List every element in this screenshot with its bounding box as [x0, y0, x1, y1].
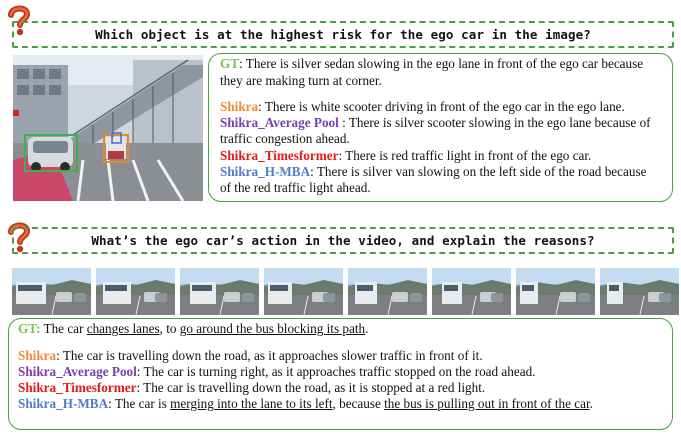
video-frame	[180, 268, 259, 315]
shikra-label: Shikra	[220, 99, 259, 114]
shikra-line	[18, 348, 483, 364]
gt-line	[18, 321, 368, 337]
question-text-2: What’s the ego car’s action in the video, and explain the reasons?	[91, 233, 595, 248]
timesformer-line	[220, 148, 591, 164]
average-pool-text: : The car is turning right, as it approaches traffic stopped on the road ahead.	[136, 364, 536, 379]
gt-underlined-action: changes lanes	[86, 321, 160, 336]
average-pool-line	[18, 364, 535, 380]
gt-label: GT:	[18, 321, 41, 336]
question-box-1	[12, 21, 674, 48]
timesformer-text: : There is red traffic light in front of the ego car.	[338, 148, 592, 163]
shikra-label: Shikra	[18, 348, 57, 363]
gt-label: GT	[220, 56, 240, 71]
gt-line-2: they are making turn at corner.	[220, 73, 382, 88]
gt-text: .	[365, 321, 369, 336]
average-pool-label: Shikra_Average Pool	[220, 115, 339, 130]
h-mba-line-2: of the red traffic light ahead.	[220, 180, 371, 195]
h-mba-text: : The car is	[108, 396, 171, 411]
shikra-line	[220, 99, 625, 115]
h-mba-text: : There is silver van slowing on the left side of the road because	[310, 164, 647, 179]
average-pool-line-1	[220, 115, 651, 131]
question-box-2	[12, 227, 674, 254]
gt-text: The car	[40, 321, 87, 336]
shikra-text: : There is white scooter driving in front of the ego car in the ego lane.	[258, 99, 625, 114]
timesformer-label: Shikra_Timesformer	[220, 148, 339, 163]
h-mba-line	[18, 396, 593, 412]
question-text-1: Which object is at the highest risk for the ego car in the image?	[95, 27, 591, 42]
timesformer-line	[18, 380, 485, 396]
road-scene-image	[13, 55, 203, 201]
h-mba-underlined-reason: the bus is pulling out in front of the car	[384, 396, 590, 411]
video-frame	[12, 268, 91, 315]
gt-text: : There is silver sedan slowing in the ego lane in front of the ego car because	[239, 56, 644, 71]
video-frame	[264, 268, 343, 315]
video-frame	[600, 268, 679, 315]
gt-line-1	[220, 56, 643, 72]
video-frame	[348, 268, 427, 315]
video-frame	[516, 268, 595, 315]
h-mba-label: Shikra_H-MBA	[220, 164, 311, 179]
timesformer-label: Shikra_Timesformer	[18, 380, 137, 395]
h-mba-underlined-action: merging into the lane to its left	[170, 396, 333, 411]
video-frame	[432, 268, 511, 315]
average-pool-line-2: traffic congestion ahead.	[220, 131, 350, 146]
h-mba-label: Shikra_H-MBA	[18, 396, 109, 411]
video-frame	[96, 268, 175, 315]
h-mba-line-1	[220, 164, 646, 180]
gt-underlined-reason: go around the bus blocking its path	[179, 321, 366, 336]
average-pool-text: : There is silver scooter slowing in the ego lane because of	[338, 115, 651, 130]
gt-text: , to	[159, 321, 180, 336]
timesformer-text: : The car is travelling down the road, as it is stopped at a red light.	[136, 380, 486, 395]
average-pool-label: Shikra_Average Pool	[18, 364, 137, 379]
shikra-text: : The car is travelling down the road, as it approaches slower traffic in front of it.	[56, 348, 483, 363]
h-mba-text: , because	[332, 396, 385, 411]
h-mba-text: .	[589, 396, 593, 411]
